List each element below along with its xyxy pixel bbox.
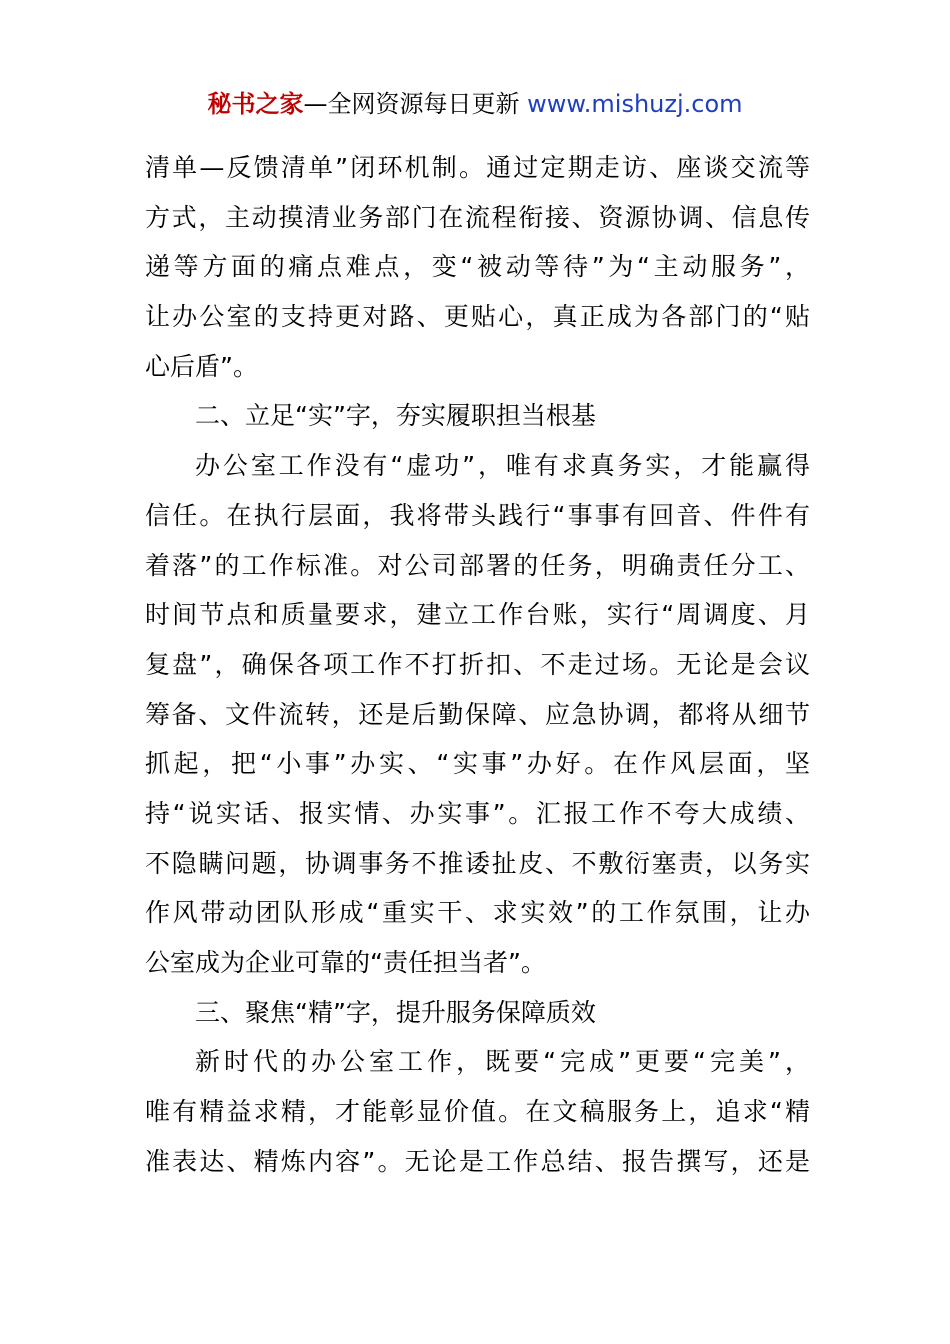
- text-line: 不隐瞒问题，协调事务不推诿扯皮、不敷衍塞责，以务实: [145, 848, 810, 878]
- text-line: 复盘”，确保各项工作不打折扣、不走过场。无论是会议: [145, 649, 810, 679]
- page-header: [0, 86, 950, 122]
- text-line: 时间节点和质量要求，建立工作台账，实行“周调度、月: [145, 600, 810, 630]
- text-line: 抓起，把“小事”办实、“实事”办好。在作风层面，坚: [145, 749, 810, 779]
- text-line: 准表达、精炼内容”。无论是工作总结、报告撰写，还是: [145, 1146, 810, 1176]
- brand-name: 秘书之家: [207, 90, 304, 118]
- document-body: [145, 143, 810, 1186]
- text-line: 唯有精益求精，才能彰显价值。在文稿服务上，追求“精: [145, 1097, 810, 1127]
- text-line: 信任。在执行层面，我将带头践行“事事有回音、件件有: [145, 500, 810, 530]
- site-url-link[interactable]: www.mishuzj.com: [527, 90, 743, 118]
- text-line: 方式，主动摸清业务部门在流程衔接、资源协调、信息传: [145, 202, 810, 232]
- text-line: 作风带动团队形成“重实干、求实效”的工作氛围，让办: [145, 898, 810, 928]
- text-line: 公室成为企业可靠的“责任担当者”。: [145, 948, 546, 977]
- text-line: 三、聚焦“精”字，提升服务保障质效: [195, 997, 596, 1027]
- text-line: 新时代的办公室工作，既要“完成”更要“完美”，: [195, 1047, 810, 1077]
- text-line: 递等方面的痛点难点，变“被动等待”为“主动服务”，: [145, 252, 810, 282]
- text-line: 让办公室的支持更对路、更贴心，真正成为各部门的“贴: [145, 302, 810, 332]
- text-line: 着落”的工作标准。对公司部署的任务，明确责任分工、: [145, 550, 810, 580]
- text-line: 二、立足“实”字，夯实履职担当根基: [195, 401, 596, 431]
- text-line: 持“说实话、报实情、办实事”。汇报工作不夸大成绩、: [145, 798, 810, 828]
- text-line: 筹备、文件流转，还是后勤保障、应急协调，都将从细节: [145, 699, 810, 729]
- text-line: 心后盾”。: [145, 351, 258, 381]
- text-line: 办公室工作没有“虚功”，唯有求真务实，才能赢得: [195, 451, 810, 481]
- header-tagline: —全网资源每日更新: [303, 90, 528, 118]
- text-line: 清单—反馈清单”闭环机制。通过定期走访、座谈交流等: [145, 153, 810, 182]
